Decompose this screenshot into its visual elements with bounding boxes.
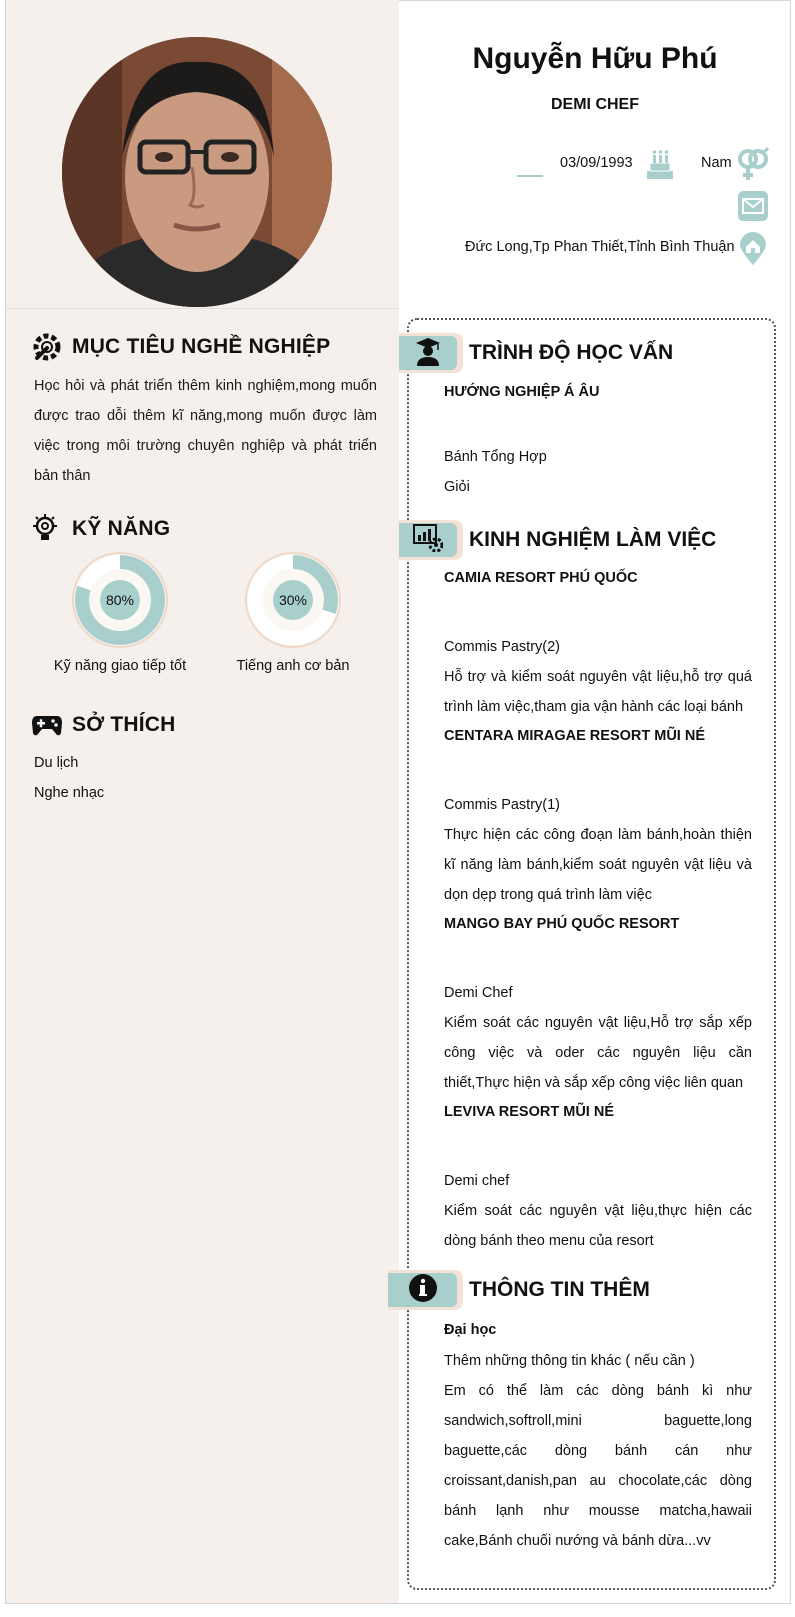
career-goal-text: Học hỏi và phát triển thêm kinh nghiệm,mong muốn được trao dỗi thêm kĩ năng,mong muốn được làm việc trong môi trường chuyên nghiệp và phát triển bản thân: [34, 378, 377, 484]
candidate-role: DEMI CHEF: [551, 96, 639, 113]
job-2-position: Commis Pastry(1): [444, 797, 561, 813]
experience-title: KINH NGHIỆM LÀM VIỆC: [469, 528, 717, 551]
job-2-desc: Thực hiện các công đoạn làm bánh,hoàn thiện kĩ năng làm bánh,kiểm soát nguyên vật liệu và dọn dẹp trong quá trình làm việc: [444, 827, 752, 903]
hobbies-heading: [30, 708, 176, 742]
gamepad-icon: [30, 708, 64, 742]
skill-ring-2: [243, 550, 343, 650]
job-1-position: Commis Pastry(2): [444, 639, 561, 655]
extra-title: THÔNG TIN THÊM: [469, 1278, 650, 1301]
birthdate: 03/09/1993: [560, 155, 633, 171]
education-major: Bánh Tổng Hợp: [444, 449, 547, 465]
skills-heading: [30, 512, 170, 546]
job-1-company: CAMIA RESORT PHÚ QUỐC: [444, 570, 638, 586]
lightbulb-gear-icon: [30, 512, 64, 546]
tools-gear-icon: [30, 330, 64, 364]
hobbies-title: SỞ THÍCH: [72, 713, 176, 736]
extra-text: Em có thể làm các dòng bánh kì như sandwich,softroll,mini baguette,long baguette,các dòng bánh cán như croissant,danish,pan au chocolate,các dòng bánh lạnh như mousse matcha,hawaii cake,Bánh chuối nướng và bánh dừa...vv: [444, 1383, 752, 1549]
experience-tab: [399, 520, 463, 560]
underline-decoration: [517, 175, 543, 177]
skill-1-label: Kỹ năng giao tiếp tốt: [53, 658, 187, 674]
extra-tab: [388, 1270, 463, 1310]
hobby-item-2: Nghe nhạc: [34, 785, 105, 801]
chart-gear-icon: [413, 524, 443, 557]
education-school: HƯỚNG NGHIỆP Á ÂU: [444, 384, 600, 400]
extra-note: Thêm những thông tin khác ( nếu cần ): [444, 1353, 695, 1369]
home-location-icon: [738, 232, 768, 271]
education-heading: [399, 333, 673, 373]
left-divider: [6, 308, 399, 309]
skill-1-percent: 80%: [105, 592, 135, 608]
gender-icon: [737, 147, 769, 188]
education-title: TRÌNH ĐỘ HỌC VẤN: [469, 341, 674, 364]
profile-photo: [62, 37, 332, 307]
graduate-icon: [414, 336, 442, 371]
job-3-company: MANGO BAY PHÚ QUỐC RESORT: [444, 916, 680, 932]
job-4-desc: Kiểm soát các nguyên vật liệu,thực hiện các dòng bánh theo menu của resort: [444, 1203, 752, 1249]
experience-heading: [399, 520, 716, 560]
address: Đức Long,Tp Phan Thiết,Tỉnh Bình Thuận: [465, 239, 735, 255]
portrait-illustration: [62, 37, 332, 307]
skill-2-percent: 30%: [278, 592, 308, 608]
skill-ring-1: [70, 550, 170, 650]
job-1-desc: Hỗ trợ và kiểm soát nguyên vật liệu,hỗ trợ quá trình làm việc,tham gia vận hành các loại bánh: [444, 669, 752, 715]
career-goal-title: MỤC TIÊU NGHỀ NGHIỆP: [72, 335, 331, 358]
education-tab: [399, 333, 463, 373]
hobby-item-1: Du lịch: [34, 755, 79, 771]
job-3-position: Demi Chef: [444, 985, 513, 1001]
info-icon: [408, 1273, 438, 1308]
job-4-company: LEVIVA RESORT MŨI NÉ: [444, 1104, 614, 1120]
birthday-cake-icon: [645, 149, 675, 186]
extra-subtitle: Đại học: [444, 1322, 497, 1338]
candidate-name: Nguyễn Hữu Phú: [472, 42, 718, 75]
career-goal-heading: [30, 330, 330, 364]
job-3-desc: Kiểm soát các nguyên vật liệu,Hỗ trợ sắp xếp công việc và oder các nguyên liệu cần thiết,Thực hiện và sắp xếp công việc liên quan: [444, 1015, 752, 1091]
skills-title: KỸ NĂNG: [72, 517, 171, 540]
extra-heading: [388, 1270, 650, 1310]
job-2-company: CENTARA MIRAGAE RESORT MŨI NÉ: [444, 728, 705, 744]
job-4-position: Demi chef: [444, 1173, 510, 1189]
education-grade: Giỏi: [444, 479, 470, 495]
email-icon: [738, 191, 768, 221]
gender: Nam: [701, 155, 732, 171]
skill-2-label: Tiếng anh cơ bản: [236, 658, 350, 674]
